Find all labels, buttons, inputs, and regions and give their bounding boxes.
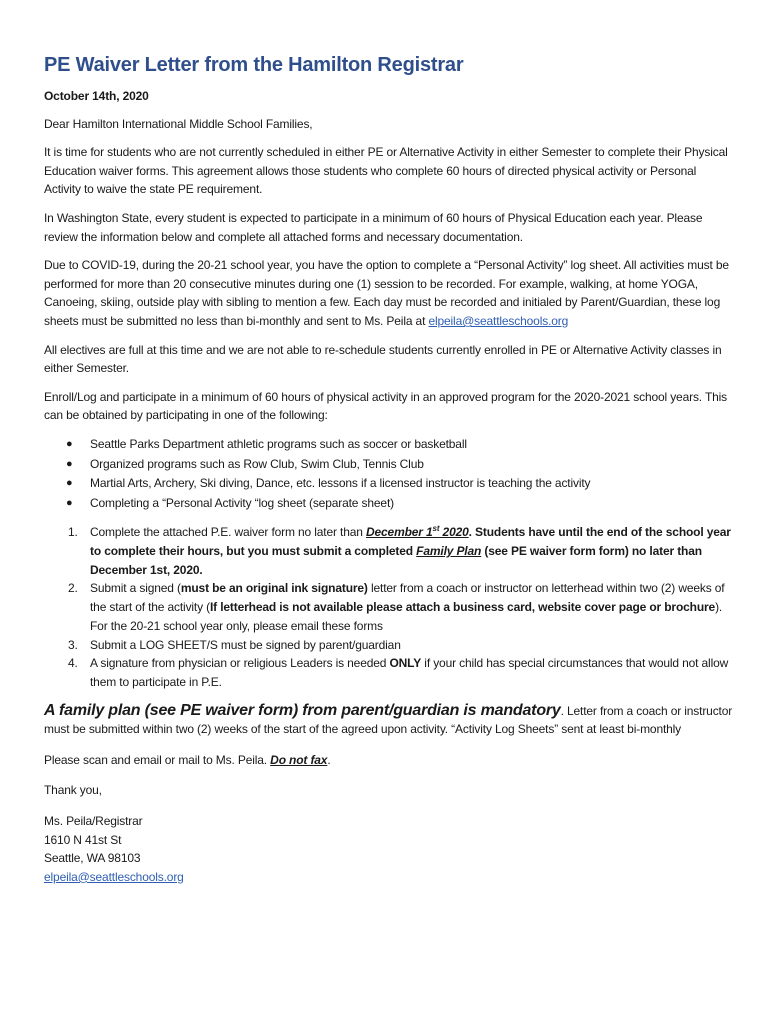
step-item: 2. Submit a signed (must be an original ink signature) letter from a coach or instructor on letterhead within two (2) weeks of the start of the activity (If letterhead is not available please attach a business card, website cover page or brochure). For the 20-21 school year only, please email these forms: [68, 581, 725, 633]
greeting: Dear Hamilton International Middle School Families,: [44, 116, 313, 131]
mandatory-statement: A family plan (see PE waiver form) from parent/guardian is mandatory: [44, 701, 561, 719]
bullet-icon: ●: [66, 496, 73, 509]
page-title: PE Waiver Letter from the Hamilton Registrar: [44, 54, 464, 76]
step-number: 3.: [68, 637, 78, 652]
step-item: 1. Complete the attached P.E. waiver form no later than December 1st 2020. Students have until the end of the school year to complete their hours, but you must submit a completed Family Plan (see PE waiver form form) no later than December 1st, 2020.: [68, 524, 731, 577]
step-item: 3. Submit a LOG SHEET/S must be signed by parent/guardian: [44, 636, 734, 655]
list-item: ● Completing a “Personal Activity “log sheet (separate sheet): [44, 494, 734, 514]
step-number: 1.: [68, 525, 78, 540]
paragraph-covid-text: Due to COVID-19, during the 20-21 school year, you have the option to complete a “Personal Activity” log sheet. All activities must be performed for more than 20 consecutive minutes during one (1) session to be recorded. For example, walking, at home YOGA, Canoeing, skiing, outside play with sibling to mention a few. Each day must be recorded and initialed by Parent/Guardian, these log sheets must be submitted no less than bi-monthly and sent to Ms. Peila at: [44, 258, 729, 328]
bullet-icon: ●: [66, 457, 73, 470]
bullet-icon: ●: [66, 437, 73, 450]
letter-date: October 14th, 2020: [44, 89, 149, 103]
step-item: 4. A signature from physician or religious Leaders is needed ONLY if your child has special circumstances that would not allow them to participate in P.E.: [68, 656, 729, 689]
signature-street: 1610 N 41st St: [44, 832, 122, 847]
list-item: ● Seattle Parks Department athletic programs such as soccer or basketball: [44, 435, 734, 455]
letter-body: [44, 52, 734, 886]
signature-city: Seattle, WA 98103: [44, 851, 141, 866]
paragraph-requirement: In Washington State, every student is expected to participate in a minimum of 60 hours of Physical Education each year. Please review the information below and complete all attached forms and necessary documentation.: [44, 210, 703, 244]
paragraph-enroll: Enroll/Log and participate in a minimum of 60 hours of physical activity in an approved program for the 2020-2021 school years. This can be obtained by participating in one of the following:: [44, 389, 728, 423]
list-item: ● Organized programs such as Row Club, Swim Club, Tennis Club: [44, 455, 734, 475]
signature-name: Ms. Peila/Registrar: [44, 813, 143, 828]
paragraph-intro: It is time for students who are not currently scheduled in either PE or Alternative Activity in either Semester to complete their Physical Education waiver forms. This agreement allows those students who complete 60 hours of directed physical activity or Personal Activity to waive the state PE requirement.: [44, 145, 728, 197]
paragraph-family-plan: A family plan (see PE waiver form) from parent/guardian is mandatory. Letter from a coach or instructor must be submitted within two (2) weeks of the start of the agreed upon activity. “Activity Log Sheets” sent at least bi-monthly: [44, 701, 733, 737]
step-number: 4.: [68, 656, 78, 671]
paragraph-scan: Please scan and email or mail to Ms. Peila. Do not fax.: [44, 752, 331, 767]
bullet-icon: ●: [66, 477, 73, 490]
activity-list: [44, 435, 734, 513]
family-plan-text: Family Plan: [416, 543, 482, 558]
deadline-date: December 1st 2020: [365, 524, 469, 540]
email-link[interactable]: elpeila@seattleschools.org: [428, 313, 569, 328]
steps-list: [44, 523, 734, 691]
closing: Thank you,: [44, 783, 102, 798]
paragraph-covid: [44, 256, 734, 330]
list-item: ● Martial Arts, Archery, Ski diving, Dance, etc. lessons if a licensed instructor is teaching the activity: [44, 474, 734, 494]
paragraph-electives: All electives are full at this time and we are not able to re-schedule students currently enrolled in PE or Alternative Activity classes in either Semester.: [44, 342, 722, 376]
do-not-fax: Do not fax: [270, 752, 328, 767]
signature-email-link[interactable]: elpeila@seattleschools.org: [44, 869, 184, 884]
step-number: 2.: [68, 581, 78, 596]
signature-block: [44, 812, 734, 886]
